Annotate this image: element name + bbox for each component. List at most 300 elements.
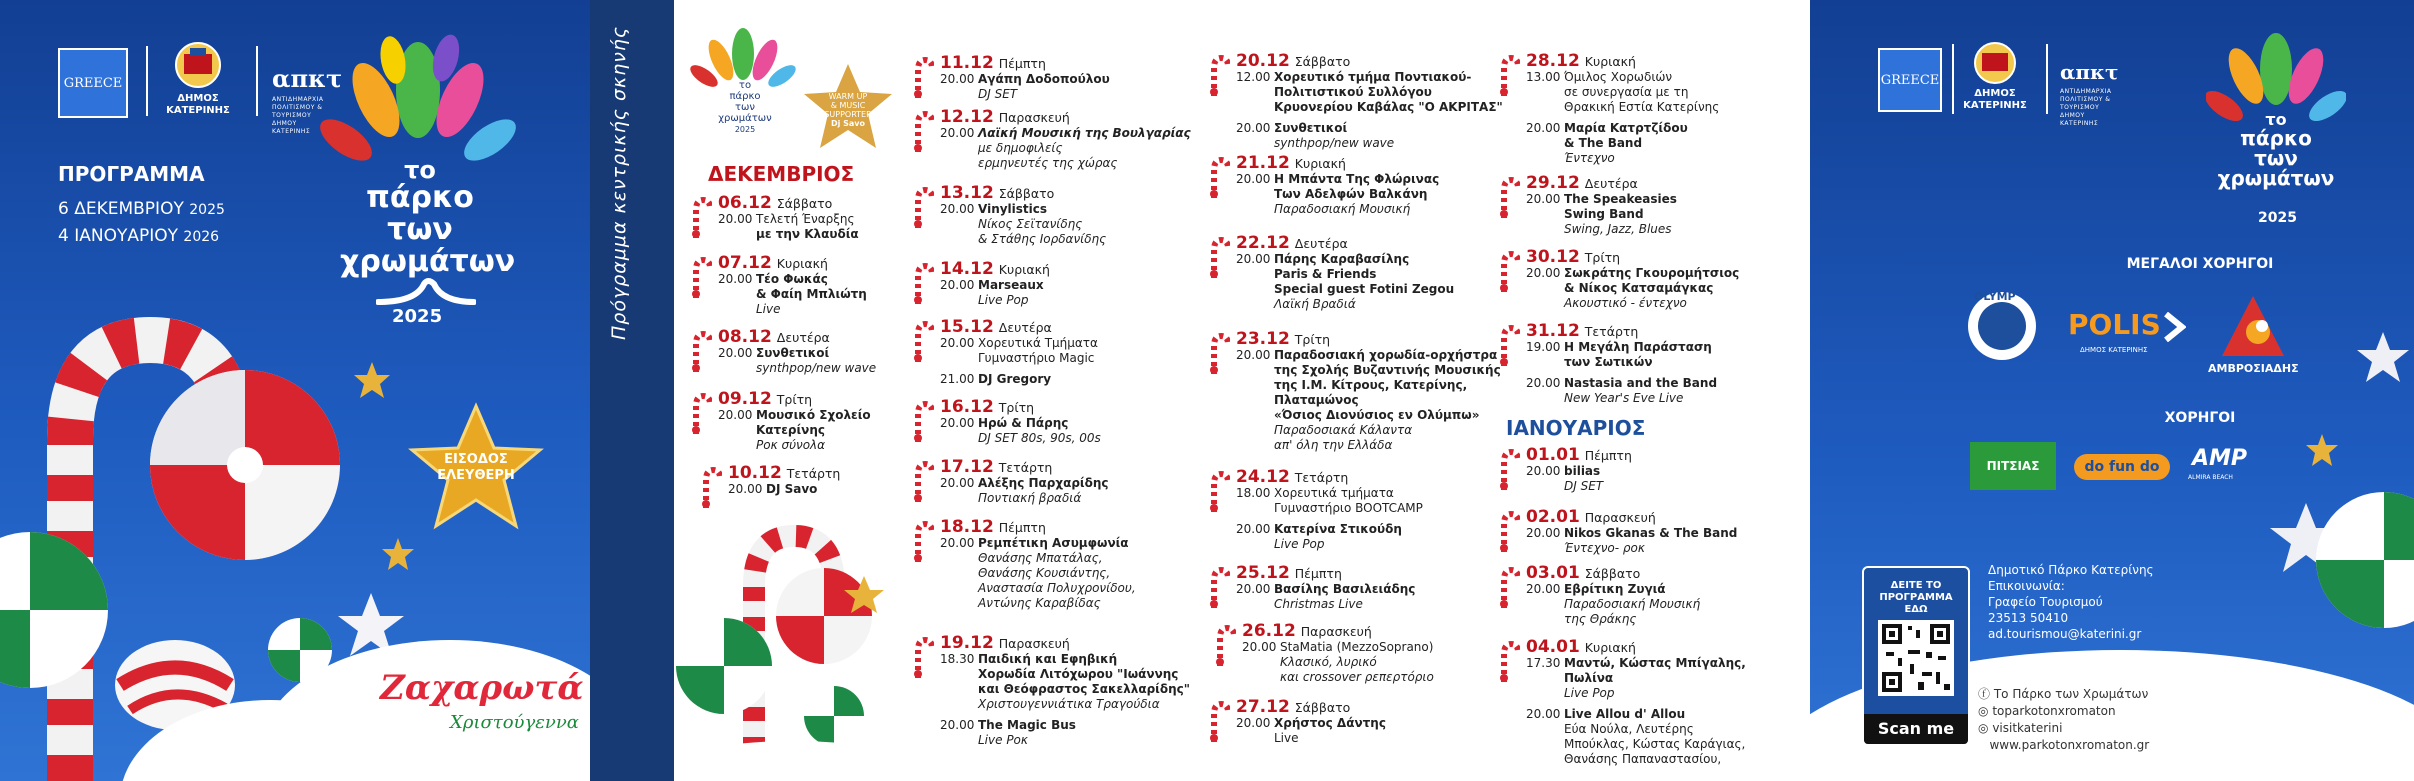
event-date: 21.12 xyxy=(1236,153,1290,173)
event-time: 20.00 xyxy=(940,126,975,140)
event-slot xyxy=(1236,252,1516,312)
event-slot xyxy=(1526,464,1796,494)
event-details xyxy=(978,416,1220,446)
event-header xyxy=(940,107,1220,127)
event-line: Swing, Jazz, Blues xyxy=(1564,222,1672,236)
event-day: Τετάρτη xyxy=(1584,324,1639,339)
event-time: 20.00 xyxy=(940,72,975,86)
event-header xyxy=(1526,563,1796,583)
candy-cane-icon xyxy=(1206,54,1230,98)
social-link-facebook[interactable]: ⓕ Το Πάρκο των Χρωμάτων xyxy=(1978,687,2149,701)
event-time: 20.00 xyxy=(1236,348,1271,362)
event-header xyxy=(1236,329,1516,349)
qr-title: ΔΕΙΤΕ ΤΟ ΠΡΟΓΡΑΜΜΑ ΕΔΩ xyxy=(1879,580,1953,615)
event-date: 20.12 xyxy=(1236,51,1290,71)
event-date: 03.01 xyxy=(1526,563,1580,583)
event-line: & Νίκος Κατσαμάγκας xyxy=(1564,281,1714,295)
event-line: Γυμναστήριο Magic xyxy=(978,351,1095,365)
event-line: DJ SET xyxy=(1564,479,1604,493)
event-line: Πολιτιστικού Συλλόγου xyxy=(1274,85,1432,99)
event-line: DJ SET xyxy=(978,87,1018,101)
program-dates xyxy=(58,196,225,250)
event-line: synthpop/new wave xyxy=(756,361,877,375)
event-details xyxy=(1274,252,1516,312)
event-item xyxy=(1526,637,1796,767)
facebook-icon: ⓕ xyxy=(1978,687,1991,701)
event-header xyxy=(1242,621,1522,641)
event-details xyxy=(1274,70,1516,115)
event-day: Δευτέρα xyxy=(1294,236,1348,251)
event-item xyxy=(1526,563,1796,627)
event-time: 13.00 xyxy=(1526,70,1561,84)
event-slot xyxy=(940,652,1220,712)
event-time: 20.00 xyxy=(1236,252,1271,266)
event-item xyxy=(1236,153,1516,217)
spine-title: Πρόγραμμα κεντρικής σκηνής xyxy=(608,25,630,340)
event-line: DJ Savo xyxy=(766,482,818,496)
event-time: 20.00 xyxy=(940,476,975,490)
divider xyxy=(256,46,258,116)
event-header xyxy=(1526,51,1796,71)
event-line: Marseaux xyxy=(978,278,1044,292)
social-link-website[interactable]: www.parkotonxromaton.gr xyxy=(1978,737,2149,754)
event-date: 31.12 xyxy=(1526,321,1580,341)
event-day: Παρασκευή xyxy=(1300,624,1372,639)
event-line: Παιδική και Εφηβική xyxy=(978,652,1118,666)
event-item xyxy=(940,107,1220,171)
apkt-logo: απκτ xyxy=(272,64,343,93)
month-heading-december: ΔΕΚΕΜΒΡΙΟΣ xyxy=(708,162,855,186)
event-date: 13.12 xyxy=(940,183,994,203)
event-day: Δευτέρα xyxy=(1584,176,1638,191)
event-date: 30.12 xyxy=(1526,247,1580,267)
event-line: Των Αδελφών Βαλκάνη xyxy=(1274,187,1428,201)
event-line: Παραδοσιακή Μουσική xyxy=(1564,597,1701,611)
event-header xyxy=(1236,563,1516,583)
event-header xyxy=(940,53,1220,73)
contact-info: Δημοτικό Πάρκο Κατερίνης Επικοινωνία: Γραφείο Τουρισμού 23513 50410 ad.tourismou@katerini.gr xyxy=(1988,563,2154,641)
pitsias-logo: ΠΙΤΣΙΑΣ xyxy=(1970,442,2056,490)
event-day: Πέμπτη xyxy=(1294,566,1342,581)
event-day: Παρασκευή xyxy=(1584,510,1656,525)
candy-cane-icon xyxy=(1496,640,1520,684)
event-line: Εβρίτικη Ζυγιά xyxy=(1564,582,1666,596)
event-details xyxy=(1564,707,1796,767)
event-day: Σάββατο xyxy=(1294,700,1351,715)
event-date: 15.12 xyxy=(940,317,994,337)
event-details xyxy=(1564,464,1796,494)
event-line: και Θεόφραστος Σακελλαρίδης" xyxy=(978,682,1191,696)
event-time: 20.00 xyxy=(1526,192,1561,206)
event-details xyxy=(1274,716,1516,746)
event-line: Swing Band xyxy=(1564,207,1644,221)
event-item xyxy=(1526,507,1796,556)
event-item xyxy=(1526,321,1796,406)
event-item xyxy=(1242,621,1522,685)
event-day: Δευτέρα xyxy=(776,330,830,345)
divider xyxy=(1952,44,1954,114)
candy-cane-icon xyxy=(1206,236,1230,280)
event-day: Παρασκευή xyxy=(998,636,1070,651)
event-line: & The Band xyxy=(1564,136,1643,150)
event-time: 20.00 xyxy=(940,336,975,350)
event-time: 20.00 xyxy=(940,416,975,430)
event-time: 20.00 xyxy=(940,202,975,216)
date-start: 6 ΔΕΚΕΜΒΡΙΟΥ 2025 xyxy=(58,199,225,219)
event-slot xyxy=(1236,486,1516,516)
candy-cane-icon xyxy=(688,330,712,374)
event-day: Σάββατο xyxy=(1584,566,1641,581)
event-details xyxy=(1564,340,1796,370)
event-line: The Speakeasies xyxy=(1564,192,1677,206)
event-details xyxy=(1274,486,1516,516)
event-slot xyxy=(940,336,1220,366)
event-header xyxy=(940,457,1220,477)
event-line: απ' όλη την Ελλάδα xyxy=(1274,438,1393,452)
candy-cane-icon xyxy=(910,320,934,364)
event-slot xyxy=(1526,340,1796,370)
event-line: Κρυονερίου Καβάλας "Ο ΑΚΡΙΤΑΣ" xyxy=(1274,100,1503,114)
event-day: Κυριακή xyxy=(998,262,1050,277)
event-line: Μαντώ, Κώστας Μπίγαλης, Πωλίνα xyxy=(1564,656,1746,685)
dofundo-logo: do fun do xyxy=(2074,454,2170,480)
event-details xyxy=(978,652,1220,712)
event-slot xyxy=(940,372,1220,387)
event-line: Χρήστος Δάντης xyxy=(1274,716,1386,730)
gold-star-icon xyxy=(2304,432,2340,468)
event-date: 17.12 xyxy=(940,457,994,477)
event-details xyxy=(978,72,1220,102)
event-date: 22.12 xyxy=(1236,233,1290,253)
event-item xyxy=(940,457,1220,506)
candy-cane-icon xyxy=(910,110,934,154)
event-header xyxy=(1526,247,1796,267)
candy-cane-icon xyxy=(910,186,934,230)
event-details xyxy=(978,336,1220,366)
event-slot xyxy=(940,72,1220,102)
event-line: Συνθετικοί xyxy=(1274,121,1348,135)
amvrosiadis-logo-icon xyxy=(2218,292,2288,362)
event-slot xyxy=(1236,70,1516,115)
event-day: Δευτέρα xyxy=(998,320,1052,335)
event-line: Λαϊκή Μουσική της Βουλγαρίας xyxy=(978,126,1191,140)
apkt-logo: απκτ xyxy=(2060,60,2119,84)
divider xyxy=(146,46,148,116)
event-item xyxy=(1526,173,1796,237)
event-details xyxy=(1274,582,1516,612)
event-details xyxy=(1564,266,1796,311)
event-day: Τρίτη xyxy=(998,400,1035,415)
candy-cane-icon xyxy=(1496,566,1520,610)
polis-caption: ΔΗΜΟΣ ΚΑΤΕΡΙΝΗΣ xyxy=(2080,346,2148,354)
event-time: 20.00 xyxy=(718,346,753,360)
event-date: 04.01 xyxy=(1526,637,1580,657)
event-date: 24.12 xyxy=(1236,467,1290,487)
event-date: 19.12 xyxy=(940,633,994,653)
event-line: Βασίλης Βασιλειάδης xyxy=(1274,582,1416,596)
municipality-name: ΔΗΜΟΣ ΚΑΤΕΡΙΝΗΣ xyxy=(166,93,230,116)
event-line: της Ι.Μ. Κίτρους, Κατερίνης, xyxy=(1274,378,1468,392)
event-line: Χριστουγεννιάτικα Τραγούδια xyxy=(978,697,1160,711)
event-header xyxy=(940,633,1220,653)
candy-cane-icon xyxy=(910,400,934,444)
event-line: StaMatia (MezzoSoprano) xyxy=(1280,640,1434,654)
event-day: Τρίτη xyxy=(776,392,813,407)
event-details xyxy=(1564,582,1796,627)
event-details xyxy=(1564,121,1796,166)
event-line: Ηρώ & Πάρης xyxy=(978,416,1069,430)
amp-logo: AMP xyxy=(2192,446,2248,471)
event-details xyxy=(1274,121,1516,151)
event-time: 17.30 xyxy=(1526,656,1561,670)
event-time: 20.00 xyxy=(940,718,975,732)
qr-code-icon[interactable] xyxy=(1878,620,1954,696)
event-line: της Σχολής Βυζαντινής Μουσικής xyxy=(1274,363,1501,377)
event-line: Christmas Live xyxy=(1274,597,1363,611)
event-details xyxy=(1564,70,1796,115)
event-date: 18.12 xyxy=(940,517,994,537)
event-header xyxy=(1236,467,1516,487)
event-date: 29.12 xyxy=(1526,173,1580,193)
event-day: Κυριακή xyxy=(776,256,828,271)
event-day: Τετάρτη xyxy=(786,466,841,481)
event-time: 20.00 xyxy=(940,536,975,550)
greece-logo: GREECE xyxy=(1878,48,1942,112)
event-details xyxy=(1564,192,1796,237)
event-line: Μουσικό Σχολείο xyxy=(756,408,871,422)
event-date: 01.01 xyxy=(1526,445,1580,465)
event-line: Χορευτικά τμήματα xyxy=(1274,486,1394,500)
candy-cane-icon xyxy=(1496,448,1520,492)
event-line: Κλασικό, λυρικό xyxy=(1280,655,1377,669)
cover-panel xyxy=(0,0,590,781)
white-star-icon xyxy=(2355,330,2411,386)
event-header xyxy=(940,517,1220,537)
event-date: 02.01 xyxy=(1526,507,1580,527)
event-line: Live Pop xyxy=(1564,686,1615,700)
event-time: 18.30 xyxy=(940,652,975,666)
event-slot xyxy=(1242,640,1522,685)
event-time: 12.00 xyxy=(1236,70,1271,84)
candy-cane-icon xyxy=(910,460,934,504)
candy-cane-icon xyxy=(698,466,722,510)
sweets-subtitle: Χριστούγεννα xyxy=(450,712,579,733)
event-slot xyxy=(940,476,1220,506)
event-line: Εύα Νούλα, Λευτέρης xyxy=(1564,722,1694,736)
candy-cane-icon xyxy=(910,262,934,306)
event-day: Τετάρτη xyxy=(1294,470,1349,485)
event-date: 26.12 xyxy=(1242,621,1296,641)
event-line: ερμηνευτές της χώρας xyxy=(978,156,1118,170)
web-icon xyxy=(1978,738,1986,752)
event-item xyxy=(940,183,1220,247)
greece-logo: GREECE xyxy=(58,48,128,118)
event-item xyxy=(940,633,1220,748)
event-date: 11.12 xyxy=(940,53,994,73)
event-line: Ρεμπέτικη Ασυμφωνία xyxy=(978,536,1129,550)
event-line: DJ SET 80s, 90s, 00s xyxy=(978,431,1101,445)
event-header xyxy=(940,259,1220,279)
event-line: Σωκράτης Γκουρομήτσιος xyxy=(1564,266,1740,280)
event-day: Σάββατο xyxy=(776,196,833,211)
event-line: Live xyxy=(756,302,781,316)
event-slot xyxy=(1526,656,1796,701)
event-time: 20.00 xyxy=(1526,266,1561,280)
event-line: Ακουστικό - έντεχνο xyxy=(1564,296,1687,310)
social-link-instagram[interactable]: ◎ visitkaterini xyxy=(1978,721,2063,735)
event-item xyxy=(940,397,1220,446)
event-line: Κατερίνης xyxy=(756,423,825,437)
event-line: με την Κλαυδία xyxy=(756,227,859,241)
event-details xyxy=(978,202,1220,247)
event-slot xyxy=(940,718,1220,748)
major-sponsors-heading: ΜΕΓΑΛΟΙ ΧΟΡΗΓΟΙ xyxy=(2126,256,2274,272)
event-day: Παρασκευή xyxy=(998,110,1070,125)
event-item xyxy=(940,259,1220,308)
event-header xyxy=(940,183,1220,203)
event-line: Χορευτικά Τμήματα xyxy=(978,336,1098,350)
event-line: Live xyxy=(1274,731,1299,745)
event-line: Τέο Φωκάς xyxy=(756,272,828,286)
candy-cane-icon xyxy=(688,196,712,240)
event-date: 16.12 xyxy=(940,397,994,417)
event-date: 25.12 xyxy=(1236,563,1290,583)
event-line: DJ Gregory xyxy=(978,372,1052,386)
municipality-seal-icon xyxy=(1965,40,2025,86)
event-date: 23.12 xyxy=(1236,329,1290,349)
event-line: Έντεχνο- ροκ xyxy=(1564,541,1645,555)
event-date: 08.12 xyxy=(718,327,772,347)
event-slot xyxy=(1236,582,1516,612)
event-line: Live Allou d' Allou xyxy=(1564,707,1686,721)
park-logo-year: 2025 xyxy=(2258,210,2297,226)
event-slot xyxy=(1526,376,1796,406)
event-line: Αγάπη Δοδοπούλου xyxy=(978,72,1110,86)
event-line: Κατερίνα Στικούδη xyxy=(1274,522,1402,536)
event-time: 18.00 xyxy=(1236,486,1271,500)
event-slot xyxy=(1236,348,1516,453)
event-item xyxy=(1236,697,1516,746)
event-slot xyxy=(940,536,1220,611)
event-line: Live Pop xyxy=(978,293,1029,307)
event-slot xyxy=(1236,172,1516,217)
event-line: The Magic Bus xyxy=(978,718,1076,732)
event-line: Νίκος Σεϊτανίδης xyxy=(978,217,1083,231)
event-header xyxy=(940,397,1220,417)
event-line: Χορωδία Λιτόχωρου "Ιωάννης xyxy=(978,667,1179,681)
event-item xyxy=(1526,51,1796,166)
event-line: Έντεχνο xyxy=(1564,151,1615,165)
event-line: με δημοφιλείς xyxy=(978,141,1063,155)
event-line: & Στάθης Ιορδανίδης xyxy=(978,232,1107,246)
event-line: bilias xyxy=(1564,464,1601,478)
event-details xyxy=(978,278,1220,308)
event-time: 20.00 xyxy=(1236,582,1271,596)
event-line: Συνθετικοί xyxy=(756,346,830,360)
program-panel xyxy=(674,0,1810,781)
event-header xyxy=(940,317,1220,337)
event-item xyxy=(1236,51,1516,151)
event-line: Vinylistics xyxy=(978,202,1048,216)
candy-cane-icon xyxy=(1206,470,1230,514)
event-details xyxy=(1280,640,1522,685)
event-date: 27.12 xyxy=(1236,697,1290,717)
qr-code-card[interactable] xyxy=(1862,566,1970,746)
event-time: 20.00 xyxy=(1526,464,1561,478)
candy-cane-icon xyxy=(1206,156,1230,200)
municipality-seal-icon xyxy=(166,40,230,90)
event-header xyxy=(1236,153,1516,173)
event-header xyxy=(1526,321,1796,341)
event-date: 12.12 xyxy=(940,107,994,127)
event-item xyxy=(940,317,1220,387)
event-line: Τελετή Έναρξης xyxy=(756,212,855,226)
park-logo-text: το πάρκο των χρωμάτων xyxy=(2217,110,2335,190)
event-day: Πέμπτη xyxy=(1584,448,1632,463)
divider xyxy=(2046,44,2048,114)
candy-cane-icon xyxy=(1496,250,1520,294)
olymp-logo-text: OLYMP xyxy=(1974,290,2016,303)
instagram-icon: ◎ xyxy=(1978,721,1989,735)
event-line: Αλέξης Παρχαρίδης xyxy=(978,476,1109,490)
candy-cane-icon xyxy=(1206,700,1230,744)
candy-illustration-icon xyxy=(674,516,914,781)
event-slot xyxy=(1236,121,1516,151)
event-line: «Όσιος Διονύσιος εν Ολύμπω» xyxy=(1274,408,1480,422)
event-day: Τετάρτη xyxy=(998,460,1053,475)
event-day: Τρίτη xyxy=(1294,332,1331,347)
event-line: Η Μπάντα Της Φλώρινας xyxy=(1274,172,1440,186)
event-time: 20.00 xyxy=(1236,172,1271,186)
event-header xyxy=(1526,445,1796,465)
event-date: 14.12 xyxy=(940,259,994,279)
event-details xyxy=(978,718,1220,748)
event-details xyxy=(1274,522,1516,552)
event-slot xyxy=(1526,70,1796,115)
event-item xyxy=(1236,563,1516,612)
event-header xyxy=(1236,51,1516,71)
back-cover-panel xyxy=(1810,0,2414,781)
event-date: 09.12 xyxy=(718,389,772,409)
event-line: Αντώνης Καραβίδας xyxy=(978,596,1101,610)
event-details xyxy=(978,126,1220,171)
municipality-name: ΔΗΜΟΣ ΚΑΤΕΡΙΝΗΣ xyxy=(1963,88,2027,111)
event-slot xyxy=(940,416,1220,446)
event-line: Αναστασία Πολυχρονίδου, xyxy=(978,581,1136,595)
event-header xyxy=(1526,507,1796,527)
event-line: σε συνεργασία με τη xyxy=(1564,85,1689,99)
event-time: 20.00 xyxy=(1236,522,1271,536)
event-line: Όμιλος Χορωδιών xyxy=(1564,70,1673,84)
event-slot xyxy=(1526,121,1796,166)
candy-cane-icon xyxy=(1206,566,1230,610)
event-item xyxy=(1526,445,1796,494)
event-date: 07.12 xyxy=(718,253,772,273)
apkt-caption: ΑΝΤΙΔΗΜΑΡΧΙΑ ΠΟΛΙΤΙΣΜΟΥ & ΤΟΥΡΙΣΜΟΥ ΔΗΜΟΥ ΚΑΤΕΡΙΝΗΣ xyxy=(272,96,324,135)
event-details xyxy=(1564,376,1796,406)
event-time: 20.00 xyxy=(1236,121,1271,135)
event-line: των Σωτικών xyxy=(1564,355,1653,369)
event-time: 19.00 xyxy=(1526,340,1561,354)
event-time: 20.00 xyxy=(1242,640,1277,654)
chevron-right-icon xyxy=(2162,312,2186,342)
event-line: Nikos Gkanas & The Band xyxy=(1564,526,1738,540)
event-time: 20.00 xyxy=(1526,376,1561,390)
event-slot xyxy=(1526,582,1796,627)
event-slot xyxy=(940,278,1220,308)
event-time: 20.00 xyxy=(1526,707,1561,721)
social-link-instagram[interactable]: ◎ toparkotonxromaton xyxy=(1978,704,2116,718)
